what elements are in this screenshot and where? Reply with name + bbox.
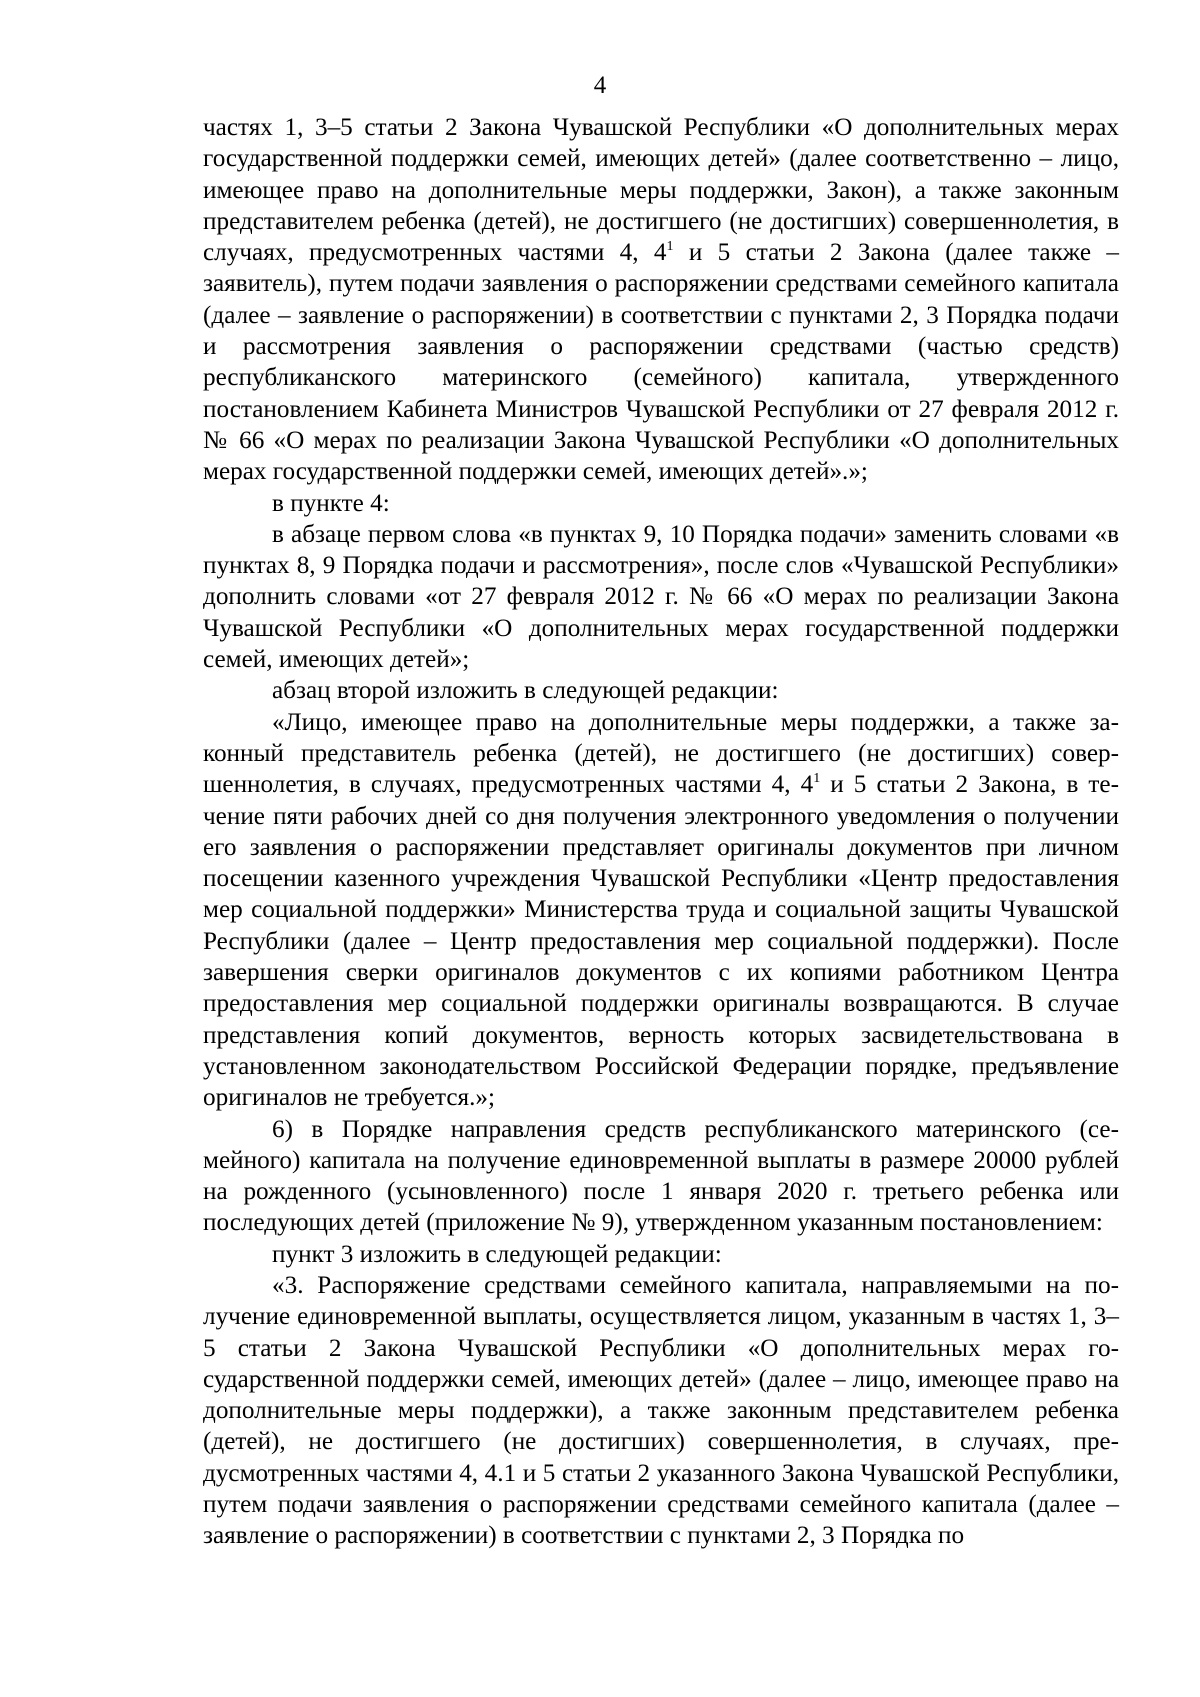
- paragraph: [203, 1270, 1119, 1552]
- paragraph-text: «Лицо, имеющее право на дополнительные меры поддержки, а также законный представитель ребенка (детей), не достигшего (не достигших) совершеннолетия, в случаях, предусмотренных частями 4, 4: [203, 708, 1119, 799]
- paragraph: [203, 1239, 1119, 1270]
- paragraph-text: в абзаце первом слова «в пунктах 9, 10 Порядка подачи» заменить словами «в пунктах 8, 9 Порядка подачи и рассмотрения», после слов «Чувашской Республики» дополнить словами «от 27 февраля 2012 г. № 66 «О мерах по реализации Закона Чувашской Республики «О дополнительных мерах государственной поддержки семей, имеющих детей»;: [203, 520, 1119, 674]
- document-body: [203, 112, 1119, 1552]
- page-number: 4: [593, 72, 607, 99]
- superscript-text: 1: [813, 771, 821, 787]
- paragraph-text: и 5 статьи 2 Закона, в течение пяти рабочих дней со дня получения электронного уведомления о получении его заявления о распоряжении представляет оригиналы документов при личном посещении казенного учреждения Чувашской Республики «Центр предоставления мер социальной поддержки» Министерства труда и социальной защиты Чувашской Республики (далее – Центр предоставления мер социальной поддержки). После завершения сверки оригиналов документов с их копиями работником Центра предоставления мер социальной поддержки оригиналы возвращаются. В случае представления копий документов, верность которых засвидетельствована в установленном законодательством Российской Федерации порядке, предъявление оригиналов не требуется.»;: [203, 771, 1120, 1112]
- paragraph: [203, 1114, 1119, 1239]
- paragraph: [203, 675, 1119, 706]
- paragraph: [203, 519, 1119, 675]
- paragraph-text: частях 1, 3–5 статьи 2 Закона Чувашской Республики «О дополнительных мерах государственной поддержки семей, имеющих детей» (далее соответственно – лицо, имеющее право на дополнительные меры поддержки, Закон), а также законным представителем ребенка (детей), не достигшего (не достигших) совершеннолетия, в случаях, предусмотренных частями 4, 4: [203, 114, 1119, 267]
- paragraph-text: 6) в Порядке направления средств республиканского материнского (семейного) капитала на получение единовременной выплаты в размере 20000 рублей на рожденного (усыновленного) после 1 января 2020 г. третьего ребенка или последующих детей (приложение № 9), утвержденном указанным постановлением:: [203, 1115, 1119, 1237]
- paragraph-text: в пункте 4:: [272, 489, 390, 517]
- paragraph-text: абзац второй изложить в следующей редакции:: [272, 677, 779, 705]
- superscript-text: 1: [666, 239, 674, 255]
- paragraph: [203, 488, 1119, 519]
- paragraph-text: пункт 3 изложить в следующей редакции:: [272, 1240, 722, 1268]
- paragraph: [203, 112, 1119, 488]
- paragraph-text: и 5 статьи 2 Закона (далее также – заявитель), путем подачи заявления о распоряжении средствами семейного капитала (далее – заявление о распоряжении) в соответствии с пунктами 2, 3 Порядка подачи и рассмотрения заявления о распоряжении средствами (частью средств) республиканского материнского (семейного) капитала, утвержденного постановлением Кабинета Министров Чувашской Республики от 27 февраля 2012 г. № 66 «О мерах по реализации Закона Чувашской Республики «О дополнительных мерах государственной поддержки семей, имеющих детей».»;: [203, 239, 1119, 486]
- paragraph-text: «3. Распоряжение средствами семейного капитала, направляемыми на получение единовременной выплаты, осуществляется лицом, указанным в частях 1, 3–5 статьи 2 Закона Чувашской Республики «О дополнительных мерах государственной поддержки семей, имеющих детей» (далее – лицо, имеющее право на дополнительные меры поддержки), а также законным представителем ребенка (детей), не достигшего (не достигших) совершеннолетия, в случаях, предусмотренных частями 4, 4.1 и 5 статьи 2 указанного Закона Чувашской Республики, путем подачи заявления о распоряжении средствами семейного капитала (далее – заявление о распоряжении) в соответствии с пунктами 2, 3 Порядка по: [203, 1271, 1119, 1550]
- paragraph: [203, 707, 1119, 1114]
